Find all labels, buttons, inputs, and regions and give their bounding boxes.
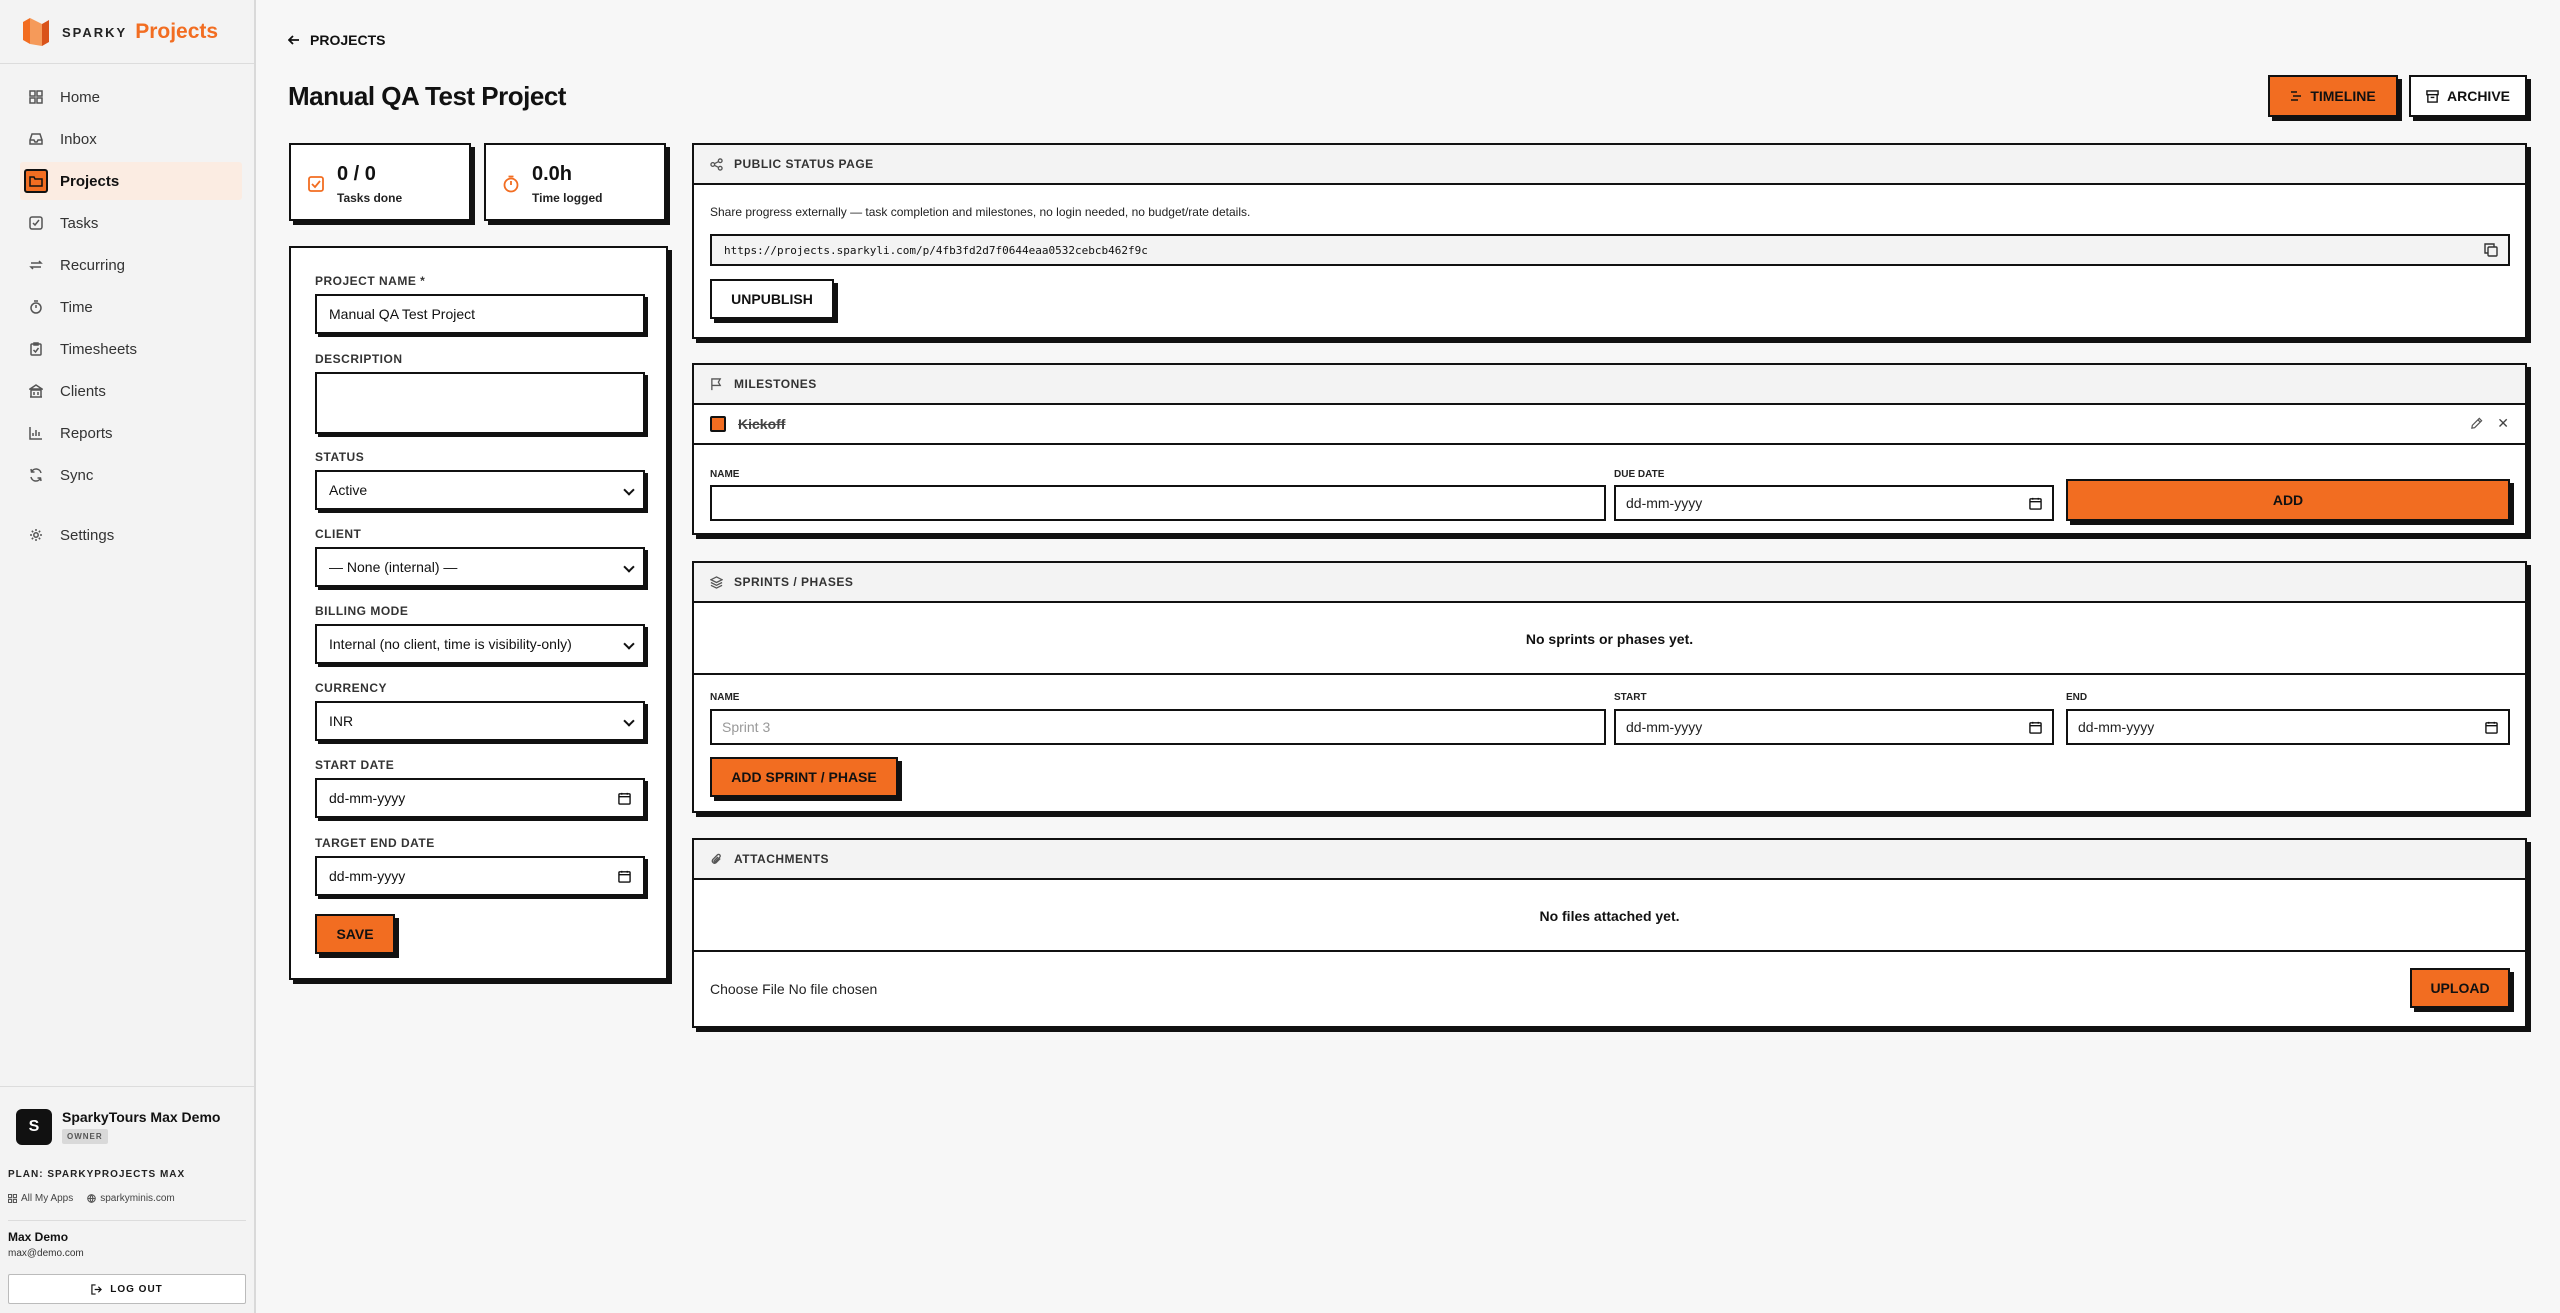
card-title: PUBLIC STATUS PAGE (734, 157, 874, 171)
calendar-icon[interactable] (2485, 721, 2498, 734)
sidebar-item-label: Recurring (60, 256, 126, 274)
tasks-done-label: Tasks done (337, 191, 403, 205)
due-date-input[interactable]: dd-mm-yyyy (1614, 485, 2054, 521)
sidebar-item-tasks[interactable] (20, 204, 242, 242)
pencil-icon[interactable] (2470, 417, 2483, 430)
divider (694, 673, 2525, 675)
logout-icon (91, 1284, 102, 1295)
bar-chart-icon (28, 425, 44, 441)
sidebar-nav (20, 78, 242, 558)
sidebar-item-timesheets[interactable] (20, 330, 242, 368)
sprint-name-input[interactable]: Sprint 3 (710, 709, 1606, 745)
sidebar-item-home[interactable] (20, 78, 242, 116)
status-label: STATUS (315, 450, 365, 464)
task-check-icon (307, 175, 325, 193)
divider (694, 950, 2525, 952)
arrow-left-icon (288, 34, 300, 46)
close-icon[interactable]: ✕ (2497, 415, 2509, 431)
card-header (694, 365, 2525, 405)
sidebar-item-sync[interactable] (20, 456, 242, 494)
public-status-description: Share progress externally — task completion and milestones, no login needed, no budget/rate details. (710, 205, 1251, 219)
calendar-icon[interactable] (618, 870, 631, 883)
target-end-date-label: TARGET END DATE (315, 836, 435, 850)
time-logged-stat (484, 143, 666, 221)
sidebar-item-clients[interactable] (20, 372, 242, 410)
currency-select[interactable]: INR (315, 701, 645, 741)
card-title: SPRINTS / PHASES (734, 575, 854, 589)
calendar-icon[interactable] (618, 792, 631, 805)
share-icon (710, 157, 724, 171)
card-header (694, 563, 2525, 603)
billing-mode-label: BILLING MODE (315, 604, 409, 618)
sprint-end-input[interactable]: dd-mm-yyyy (2066, 709, 2510, 745)
stopwatch-icon (502, 175, 520, 193)
sidebar-item-label: Time (60, 298, 93, 316)
start-date-label: START DATE (315, 758, 395, 772)
sidebar-item-label: Timesheets (60, 340, 137, 358)
description-textarea[interactable] (315, 372, 645, 434)
milestone-checkbox[interactable] (710, 416, 726, 432)
flag-icon (710, 377, 724, 391)
sprint-name-label: NAME (710, 692, 740, 703)
user-name: Max Demo (8, 1230, 69, 1244)
role-badge: OWNER (62, 1129, 108, 1144)
stopwatch-icon (28, 299, 44, 315)
time-logged-label: Time logged (532, 191, 603, 205)
sprint-start-label: START (1614, 692, 1647, 703)
currency-label: CURRENCY (315, 681, 388, 695)
sprint-start-input[interactable]: dd-mm-yyyy (1614, 709, 2054, 745)
milestones-card (692, 363, 2527, 535)
divider (8, 1220, 246, 1221)
public-url-text: https://projects.sparkyli.com/p/4fb3fd2d7f0644eaa0532cebcb462f9c (724, 243, 1148, 257)
page-title: Manual QA Test Project (288, 81, 566, 111)
billing-mode-select[interactable]: Internal (no client, time is visibility-only) (315, 624, 645, 664)
sidebar-item-label: Sync (60, 466, 94, 484)
sidebar-item-inbox[interactable] (20, 120, 242, 158)
list-item (694, 405, 2525, 445)
timeline-button[interactable]: TIMELINE (2268, 75, 2398, 117)
divider (0, 63, 254, 64)
target-end-date-input[interactable]: dd-mm-yyyy (315, 856, 645, 896)
sidebar-item-settings[interactable] (20, 516, 242, 554)
project-name-input[interactable]: Manual QA Test Project (315, 294, 645, 334)
task-check-icon (28, 215, 44, 231)
sync-icon (28, 467, 44, 483)
project-form (289, 246, 668, 980)
archive-button[interactable]: ARCHIVE (2409, 75, 2527, 117)
add-milestone-button[interactable]: ADD (2066, 479, 2510, 521)
archive-icon (2426, 90, 2439, 103)
public-status-card (692, 143, 2527, 339)
file-input[interactable]: Choose File No file chosen (710, 981, 878, 997)
sidebar-item-label: Projects (60, 172, 120, 190)
sidebar (0, 0, 256, 1313)
back-to-projects-link[interactable]: PROJECTS (288, 32, 385, 48)
calendar-icon[interactable] (2029, 497, 2042, 510)
user-email: max@demo.com (8, 1248, 84, 1259)
milestone-name-input[interactable] (710, 485, 1606, 521)
sparky-logo-icon (20, 16, 52, 48)
brand[interactable] (20, 16, 218, 48)
brand-word: SPARKY (62, 24, 128, 40)
public-url-field[interactable] (710, 234, 2510, 266)
sidebar-item-reports[interactable] (20, 414, 242, 452)
logout-button[interactable]: LOG OUT (8, 1274, 246, 1304)
card-title: MILESTONES (734, 377, 817, 391)
card-header (694, 840, 2525, 880)
building-icon (28, 383, 44, 399)
sidebar-footer (0, 1086, 254, 1295)
sidebar-item-label: Home (60, 88, 101, 106)
attachments-card (692, 838, 2527, 1028)
layers-icon (710, 575, 724, 589)
start-date-input[interactable]: dd-mm-yyyy (315, 778, 645, 818)
time-logged-value: 0.0h (532, 163, 573, 185)
site-link[interactable]: sparkyminis.com (87, 1193, 174, 1204)
attachments-empty-message: No files attached yet. (1539, 908, 1680, 924)
sprints-empty-message: No sprints or phases yet. (1525, 631, 1694, 647)
add-sprint-button[interactable]: ADD SPRINT / PHASE (710, 757, 898, 797)
upload-button[interactable]: UPLOAD (2410, 968, 2510, 1008)
sidebar-item-label: Settings (60, 526, 115, 544)
paperclip-icon (710, 852, 724, 866)
calendar-icon[interactable] (2029, 721, 2042, 734)
clipboard-icon (28, 341, 44, 357)
sprints-card (692, 561, 2527, 813)
sidebar-item-label: Clients (60, 382, 106, 400)
due-date-label: DUE DATE (1614, 469, 1665, 480)
home-icon (28, 89, 44, 105)
avatar: S (16, 1109, 52, 1145)
card-title: ATTACHMENTS (734, 852, 830, 866)
project-name-label: PROJECT NAME * (315, 274, 426, 288)
card-header (694, 145, 2525, 185)
description-label: DESCRIPTION (315, 352, 403, 366)
inbox-icon (28, 131, 44, 147)
sidebar-item-time[interactable] (20, 288, 242, 326)
sidebar-item-label: Inbox (60, 130, 97, 148)
copy-icon[interactable] (2484, 243, 2498, 257)
status-select[interactable]: Active (315, 470, 645, 510)
org-switcher[interactable] (16, 1109, 220, 1145)
unpublish-button[interactable]: UNPUBLISH (710, 279, 834, 319)
sidebar-item-label: Reports (60, 424, 113, 442)
brand-product: Projects (135, 20, 219, 43)
milestone-name: Kickoff (738, 416, 786, 432)
client-label: CLIENT (315, 527, 362, 541)
folder-icon (24, 169, 48, 193)
sidebar-item-projects[interactable] (20, 162, 242, 200)
client-select[interactable]: — None (internal) — (315, 547, 645, 587)
sprint-end-label: END (2066, 692, 2088, 703)
tasks-done-value: 0 / 0 (337, 163, 376, 185)
grid-icon (8, 1194, 17, 1203)
timeline-icon (2290, 90, 2302, 102)
sidebar-item-label: Tasks (60, 214, 99, 232)
org-name: SparkyTours Max Demo (62, 1109, 221, 1125)
repeat-icon (28, 257, 44, 273)
gear-icon (28, 527, 44, 543)
plan-label: PLAN: SPARKYPROJECTS MAX (8, 1169, 186, 1180)
milestone-name-label: NAME (710, 469, 740, 480)
tasks-done-stat (289, 143, 471, 221)
all-apps-link[interactable]: All My Apps (8, 1193, 73, 1204)
sidebar-item-recurring[interactable] (20, 246, 242, 284)
globe-icon (87, 1194, 96, 1203)
save-button[interactable]: SAVE (315, 914, 395, 954)
